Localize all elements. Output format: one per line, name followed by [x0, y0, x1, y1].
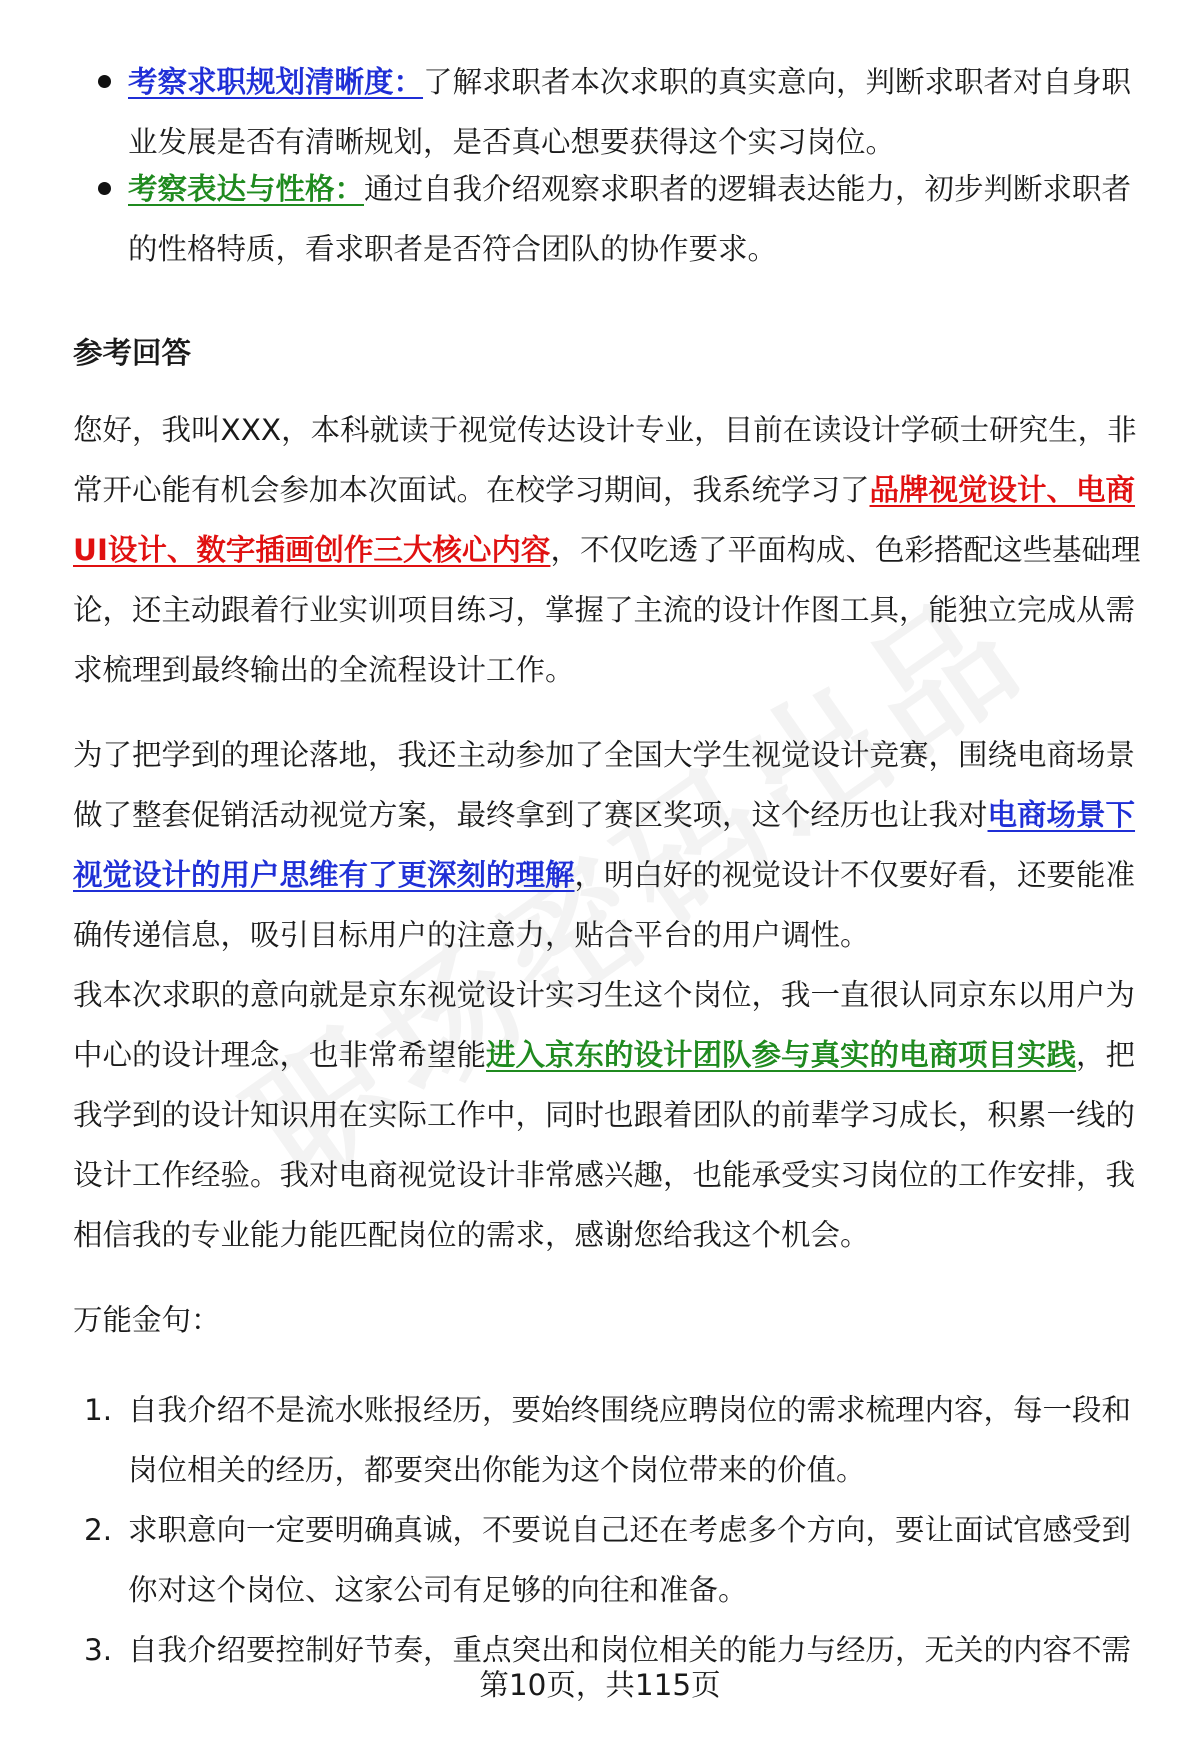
answer-paragraph-1	[73, 400, 1148, 700]
bullet-label: 考察表达与性格：	[128, 172, 365, 206]
highlight-text: 进入京东的设计团队参与真实的电商项目实践	[486, 1038, 1077, 1072]
tip-number: 1.	[84, 1393, 113, 1427]
tip-number: 2.	[84, 1513, 113, 1547]
answer-paragraph-3	[73, 965, 1148, 1265]
highlight-text: 品牌视觉设计、电商UI设计、数字插画创作三大核心内容	[73, 473, 1136, 567]
para-text: 我本次求职的意向就是京东视觉设计实习生这个岗位，我一直很认同京东以用户为中心的设计理念，也非常希望能	[73, 978, 1136, 1072]
para-text: ，不仅吃透了平面构成、色彩搭配这些基础理论，还主动跟着行业实训项目练习，掌握了主流的设计作图工具，能独立完成从需求梳理到最终输出的全流程设计工作。	[73, 533, 1141, 687]
tip-number: 3.	[84, 1633, 113, 1667]
bullet-label: 考察求职规划清晰度：	[128, 65, 424, 99]
bullet-dot-icon	[98, 182, 111, 195]
tip-text: 自我介绍要控制好节奏，重点突出和岗位相关的能力与经历，无关的内容不需	[128, 1633, 1132, 1667]
para-text: ，把我学到的设计知识用在实际工作中，同时也跟着团队的前辈学习成长，积累一线的设计工作经验。我对电商视觉设计非常感兴趣，也能承受实习岗位的工作安排，我相信我的专业能力能匹配岗位的需求，感谢您给我这个机会。	[73, 1038, 1136, 1252]
para-text: 为了把学到的理论落地，我还主动参加了全国大学生视觉设计竞赛，围绕电商场景做了整套促销活动视觉方案，最终拿到了赛区奖项，这个经历也让我对	[73, 738, 1136, 832]
golden-sentences-title: 万能金句：	[73, 1303, 221, 1337]
tip-text: 求职意向一定要明确真诚，不要说自己还在考虑多个方向，要让面试官感受到你对这个岗位、这家公司有足够的向往和准备。	[128, 1513, 1132, 1607]
tip-item-1	[84, 1380, 1148, 1500]
answer-paragraph-2	[73, 725, 1148, 965]
bullet-text: 了解求职者本次求职的真实意向，判断求职者对自身职业发展是否有清晰规划，是否真心想要获得这个实习岗位。	[128, 65, 1132, 159]
bullet-item-expression	[128, 159, 1148, 279]
bullet-item-planning	[128, 52, 1148, 172]
tip-text: 自我介绍不是流水账报经历，要始终围绕应聘岗位的需求梳理内容，每一段和岗位相关的经历，都要突出你能为这个岗位带来的价值。	[128, 1393, 1132, 1487]
page-footer: 第10页，共115页	[479, 1668, 721, 1702]
highlight-text: 电商场景下视觉设计的用户思维有了更深刻的理解	[73, 798, 1136, 892]
tip-item-2	[84, 1500, 1148, 1620]
section-title: 参考回答	[73, 336, 192, 370]
para-text: ，明白好的视觉设计不仅要好看，还要能准确传递信息，吸引目标用户的注意力，贴合平台的用户调性。	[73, 858, 1136, 952]
bullet-dot-icon	[98, 75, 111, 88]
bullet-text: 通过自我介绍观察求职者的逻辑表达能力，初步判断求职者的性格特质，看求职者是否符合团队的协作要求。	[128, 172, 1132, 266]
para-text: 您好，我叫XXX，本科就读于视觉传达设计专业，目前在读设计学硕士研究生，非常开心能有机会参加本次面试。在校学习期间，我系统学习了	[73, 413, 1137, 507]
